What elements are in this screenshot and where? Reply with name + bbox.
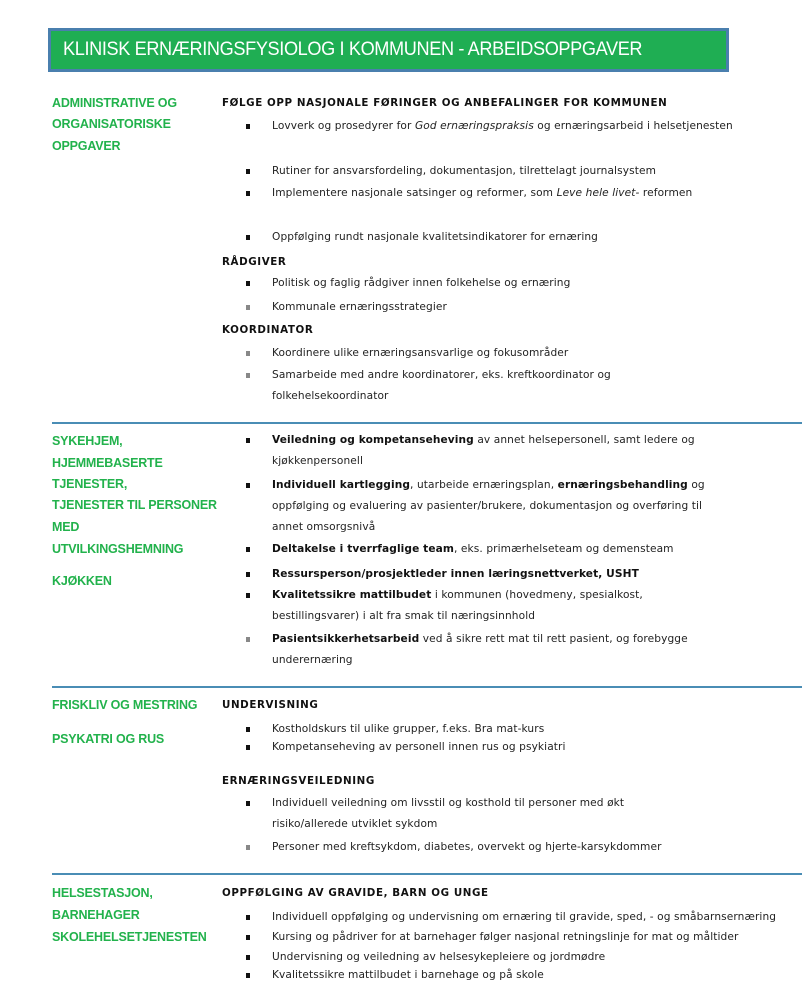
group-heading: OPPFØLGING AV GRAVIDE, BARN OG UNGE [222,887,489,899]
list-item: Kostholdskurs til ulike grupper, f.eks. Bra mat-kurs [272,719,802,740]
bullet-icon [246,955,250,960]
list-item: Undervisning og veiledning av helsesykepleiere og jordmødre [272,947,802,968]
bullet-icon [246,124,250,129]
bullet-icon [246,745,250,750]
bullet-icon [246,547,250,552]
bullet-icon [246,935,250,940]
list-item: Kvalitetssikre mattilbudet i barnehage og på skole [272,965,802,986]
page-title-banner [48,28,729,72]
page-title: KLINISK ERNÆRINGSFYSIOLOG I KOMMUNEN - ARBEIDSOPPGAVER [63,38,643,60]
section-divider [52,686,802,688]
bullet-icon [246,973,250,978]
list-item: Lovverk og prosedyrer for God ernæringspraksis og ernæringsarbeid i helsetjenesten [272,116,802,137]
category-line: PSYKATRI OG RUS [52,732,165,746]
category-line: ORGANISATORISKE [52,117,171,131]
list-item: Individuell kartlegging, utarbeide ernæringsplan, ernæringsbehandling og oppfølging og evaluering av pasienter/brukere, dokumentasjon og overføring til annet omsorgsnivå [272,475,712,538]
category-line: TJENESTER TIL PERSONER [52,498,217,512]
list-item: Kompetanseheving av personell innen rus og psykiatri [272,737,802,758]
list-item: Kommunale ernæringsstrategier [272,297,802,318]
bullet-icon [246,637,250,642]
list-item: Personer med kreftsykdom, diabetes, overvekt og hjerte-karsykdommer [272,837,802,858]
list-item: Implementere nasjonale satsinger og reformer, som Leve hele livet- reformen [272,183,802,204]
bullet-icon [246,483,250,488]
group-heading: UNDERVISNING [222,699,319,711]
group-heading: KOORDINATOR [222,324,314,336]
bullet-icon [246,915,250,920]
list-item: Kursing og pådriver for at barnehager følger nasjonal retningslinje for mat og måltider [272,927,802,948]
bullet-icon [246,235,250,240]
bullet-icon [246,169,250,174]
bullet-icon [246,572,250,577]
category-line: MED [52,520,80,534]
category-line: FRISKLIV OG MESTRING [52,698,198,712]
category-line: SKOLEHELSETJENESTEN [52,930,207,944]
group-heading: ERNÆRINGSVEILEDNING [222,775,375,787]
group-heading: FØLGE OPP NASJONALE FØRINGER OG ANBEFALINGER FOR KOMMUNEN [222,97,668,109]
category-line: TJENESTER, [52,477,128,491]
category-line: ADMINISTRATIVE OG [52,96,177,110]
bullet-icon [246,373,250,378]
list-item: Individuell oppfølging og undervisning om ernæring til gravide, sped, - og småbarnsernæring [272,907,802,928]
list-item: Samarbeide med andre koordinatorer, eks. kreftkoordinator og folkehelsekoordinator [272,365,652,407]
category-line: BARNEHAGER [52,908,140,922]
bullet-icon [246,727,250,732]
bullet-icon [246,191,250,196]
list-item: Pasientsikkerhetsarbeid ved å sikre rett mat til rett pasient, og forebygge underernæring [272,629,717,671]
section-divider [52,422,802,424]
bullet-icon [246,305,250,310]
list-item: Rutiner for ansvarsfordeling, dokumentasjon, tilrettelagt journalsystem [272,161,802,182]
bullet-icon [246,801,250,806]
group-heading: RÅDGIVER [222,256,287,268]
list-item: Koordinere ulike ernæringsansvarlige og fokusområder [272,343,802,364]
category-line: OPPGAVER [52,139,121,153]
list-item: Kvalitetssikre mattilbudet i kommunen (hovedmeny, spesialkost, bestillingsvarer) i alt fra smak til næringsinnhold [272,585,692,627]
list-item: Individuell veiledning om livsstil og kosthold til personer med økt risiko/allerede utviklet sykdom [272,793,672,835]
list-item: Deltakelse i tverrfaglige team, eks. primærhelseteam og demensteam [272,539,802,560]
bullet-icon [246,593,250,598]
category-line: KJØKKEN [52,574,112,588]
section-divider [52,873,802,875]
list-item: Oppfølging rundt nasjonale kvalitetsindikatorer for ernæring [272,227,802,248]
bullet-icon [246,281,250,286]
list-item: Politisk og faglig rådgiver innen folkehelse og ernæring [272,273,802,294]
category-line: HJEMMEBASERTE [52,456,163,470]
bullet-icon [246,438,250,443]
bullet-icon [246,351,250,356]
category-line: HELSESTASJON, [52,886,153,900]
list-item: Ressursperson/prosjektleder innen læringsnettverket, USHT [272,564,802,585]
list-item: Veiledning og kompetanseheving av annet helsepersonell, samt ledere og kjøkkenpersonell [272,430,712,472]
category-line: SYKEHJEM, [52,434,123,448]
category-line: UTVILKINGSHEMNING [52,542,184,556]
bullet-icon [246,845,250,850]
